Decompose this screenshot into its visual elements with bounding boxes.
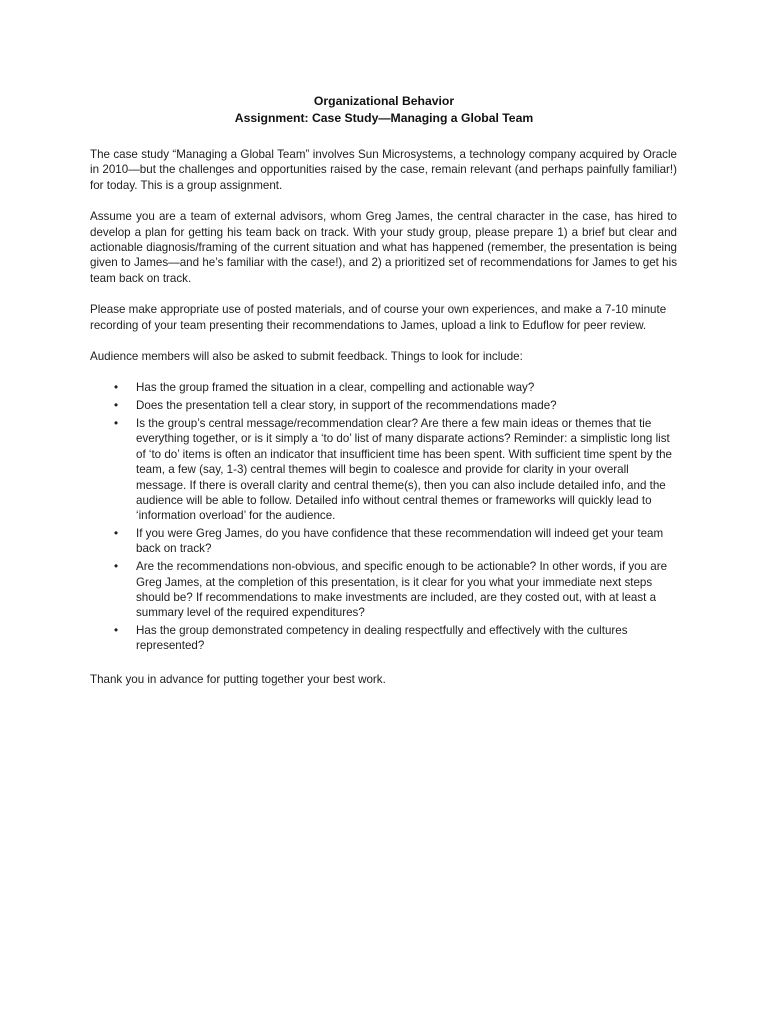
list-item <box>90 398 677 413</box>
list-item <box>90 526 677 557</box>
bullet-icon: • <box>114 527 119 541</box>
bullet-icon: • <box>114 560 119 574</box>
document-subtitle: Assignment: Case Study—Managing a Global Team <box>234 111 534 125</box>
list-item-text: If you were Greg James, do you have confidence that these recommendation will indeed get your team back on track? <box>136 527 664 556</box>
list-item-text: Has the group demonstrated competency in dealing respectfully and effectively with the cultures represented? <box>136 624 628 653</box>
document-title: Organizational Behavior <box>313 94 455 108</box>
bullet-icon: • <box>114 416 119 430</box>
list-item-text: Has the group framed the situation in a clear, compelling and actionable way? <box>136 381 535 395</box>
intro-paragraph: The case study “Managing a Global Team” involves Sun Microsystems, a technology company acquired by Oracle in 2010—but the challenges and opportunities raised by the case, remain relevant (and perhaps painfully familiar!) for today. This is a group assignment. <box>90 148 677 192</box>
list-item-text: Is the group’s central message/recommendation clear? Are there a few main ideas or themes that tie everything together, or is it simply a ‘to do’ list of many disparate actions? Reminder: a simplistic long list of ‘to do’ items is often an indicator that insufficient time has been spent. With sufficient time spent by the team, a few (say, 1-3) central themes will begin to coalesce and provide for clarity in your overall message. If there is overall clarity and central theme(s), then you can also include detailed info, and the audience will be able to follow. Detailed info without central themes or frameworks will quickly lead to ‘information overload’ for the audience. <box>136 416 672 523</box>
instructions-paragraph: Please make appropriate use of posted materials, and of course your own experiences, and make a 7-10 minute recording of your team presenting their recommendations to James, upload a link to Eduflow for peer review. <box>90 303 667 332</box>
bullet-icon: • <box>114 381 119 395</box>
document-body <box>90 147 677 703</box>
bullet-icon: • <box>114 624 119 638</box>
title-block <box>0 93 768 127</box>
list-item-text: Does the presentation tell a clear story, in support of the recommendations made? <box>136 399 557 413</box>
bullet-icon: • <box>114 399 119 413</box>
feedback-intro-paragraph: Audience members will also be asked to submit feedback. Things to look for include: <box>90 350 523 364</box>
list-item <box>90 623 677 654</box>
list-item <box>90 416 677 524</box>
list-item-text: Are the recommendations non-obvious, and specific enough to be actionable? In other words, if you are Greg James, at the completion of this presentation, is it clear for you what your immediate next steps should be? If recommendations to make investments are included, are they costed out, with at least a summary level of the required expenditures? <box>136 560 668 620</box>
scenario-paragraph: Assume you are a team of external advisors, whom Greg James, the central character in the case, has hired to develop a plan for getting his team back on track. With your study group, please prepare 1) a brief but clear and actionable diagnosis/framing of the current situation and what has happened (remember, the presentation is being given to James—and he’s familiar with the case!), and 2) a prioritized set of recommendations for James to get his team back on track. <box>90 210 677 285</box>
feedback-criteria-list <box>90 380 677 653</box>
list-item <box>90 559 677 621</box>
closing-paragraph: Thank you in advance for putting together your best work. <box>90 672 386 686</box>
list-item <box>90 380 677 395</box>
